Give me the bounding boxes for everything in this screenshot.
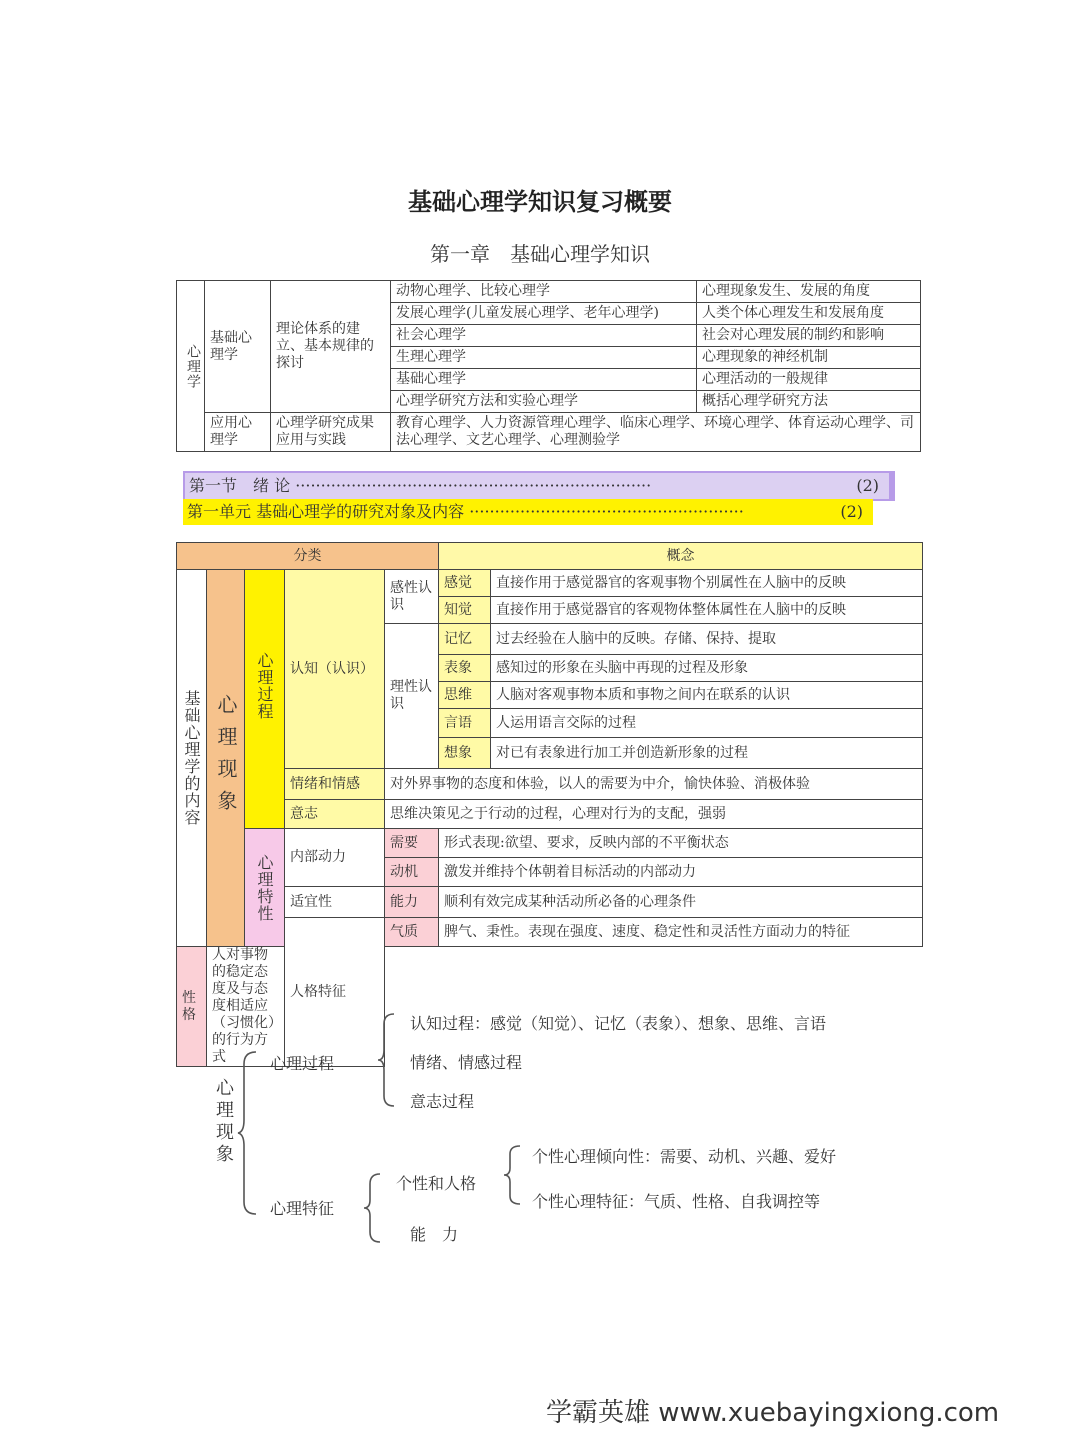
toc-unit-bar[interactable] (183, 499, 873, 525)
item-name: 气质 (385, 918, 439, 947)
branch-focus: 人类个体心理发生和发展角度 (697, 303, 921, 325)
item-name: 表象 (439, 655, 491, 682)
item-def: 对已有表象进行加工并创造新形象的过程 (491, 738, 923, 769)
branch-focus: 心理现象的神经机制 (697, 347, 921, 369)
branch-name: 生理心理学 (391, 347, 697, 369)
applied-psychology-label: 应用心理学 (205, 413, 271, 452)
item-name: 知觉 (439, 597, 491, 624)
toc-dots: ······················································ (469, 502, 744, 521)
tree-personality: 个性和人格 (396, 1174, 477, 1193)
branch-name: 社会心理学 (391, 325, 697, 347)
item-def: 感知过的形象在头脑中再现的过程及形象 (491, 655, 923, 682)
toc-dots: ······································································ (295, 476, 652, 495)
emotion-cell: 情绪和情感 (285, 769, 385, 800)
trait-cell: 心理特性 (245, 829, 285, 947)
item-name: 想象 (439, 738, 491, 769)
motive-group-cell: 内部动力 (285, 829, 385, 887)
item-name: 感觉 (439, 570, 491, 597)
process-cell: 心理过程 (245, 570, 285, 829)
brace-feature (362, 1172, 384, 1244)
item-def: 直接作用于感觉器官的客观物体整体属性在人脑中的反映 (491, 597, 923, 624)
content-root: 基础心理学的内容 (177, 570, 207, 947)
perceptual-cell: 感性认识 (385, 570, 439, 624)
header-concept: 概念 (439, 543, 923, 570)
root-cell: 心理学 (177, 281, 205, 452)
branch-name: 基础心理学 (391, 369, 697, 391)
branch-focus: 心理活动的一般规律 (697, 369, 921, 391)
item-def: 激发并维持个体朝着目标活动的内部动力 (439, 858, 923, 887)
toc-page: (2) (840, 502, 863, 521)
will-cell: 意志 (285, 800, 385, 829)
item-def: 过去经验在人脑中的反映。存储、保持、提取 (491, 624, 923, 655)
item-def: 形式表现:欲望、要求，反映内部的不平衡状态 (439, 829, 923, 858)
applied-psychology-desc: 心理学研究成果应用与实践 (271, 413, 391, 452)
psychology-branches-table (176, 280, 921, 452)
tree-process-item: 意志过程 (410, 1092, 475, 1111)
item-name: 思维 (439, 682, 491, 709)
item-name: 言语 (439, 709, 491, 738)
basic-psychology-label: 基础心理学 (205, 281, 271, 413)
branch-focus: 概括心理学研究方法 (697, 391, 921, 413)
brace-process (376, 1012, 398, 1108)
header-classification: 分类 (177, 543, 439, 570)
brace-root (236, 1050, 260, 1216)
branch-name: 动物心理学、比较心理学 (391, 281, 697, 303)
psychological-phenomena-table (176, 542, 923, 1067)
rational-cell: 理性认识 (385, 624, 439, 769)
chapter-heading: 第一章 基础心理学知识 (430, 242, 650, 266)
tree-personality-item: 个性心理倾向性：需要、动机、兴趣、爱好 (532, 1147, 837, 1166)
toc-page: (2) (856, 476, 879, 495)
branch-focus: 心理现象发生、发展的角度 (697, 281, 921, 303)
fitness-cell: 适宜性 (285, 887, 385, 918)
brace-personality (502, 1144, 524, 1206)
tree-root: 心理现象 (213, 1078, 234, 1166)
tree-personality-item: 个性心理特征：气质、性格、自我调控等 (532, 1192, 821, 1211)
personality-group-cell: 人格特征 (285, 918, 385, 1067)
tree-process: 心理过程 (270, 1054, 335, 1073)
item-def: 顺利有效完成某种活动所必备的心理条件 (439, 887, 923, 918)
item-def: 人对事物的稳定态度及与态度相适应（习惯化）的行为方式 (207, 947, 285, 1067)
toc-unit-title: 第一单元 基础心理学的研究对象及内容 (187, 502, 465, 521)
footer-watermark: 学霸英雄 www.xuebayingxiong.com (546, 1398, 1000, 1428)
item-name: 需要 (385, 829, 439, 858)
item-name: 能力 (385, 887, 439, 918)
branch-name: 发展心理学(儿童发展心理学、老年心理学) (391, 303, 697, 325)
tree-ability: 能 力 (410, 1225, 459, 1244)
item-def: 思维决策见之于行动的过程，心理对行为的支配，强弱 (385, 800, 923, 829)
toc-section-title: 第一节 绪 论 (189, 476, 291, 495)
item-def: 对外界事物的态度和体验，以人的需要为中介，愉快体验、消极体验 (385, 769, 923, 800)
basic-psychology-desc: 理论体系的建立、基本规律的探讨 (271, 281, 391, 413)
toc-section-bar[interactable] (183, 471, 895, 501)
cognition-cell: 认知（认识） (285, 570, 385, 769)
branch-name: 心理学研究方法和实验心理学 (391, 391, 697, 413)
tree-process-item: 情绪、情感过程 (410, 1053, 523, 1072)
item-def: 直接作用于感觉器官的客观事物个别属性在人脑中的反映 (491, 570, 923, 597)
phenomenon-cell: 心理现象 (207, 570, 245, 947)
item-name: 记忆 (439, 624, 491, 655)
item-name: 动机 (385, 858, 439, 887)
item-def: 人脑对客观事物本质和事物之间内在联系的认识 (491, 682, 923, 709)
branch-focus: 社会对心理发展的制约和影响 (697, 325, 921, 347)
page-title: 基础心理学知识复习概要 (408, 188, 672, 216)
tree-feature: 心理特征 (270, 1199, 335, 1218)
item-def: 脾气、秉性。表现在强度、速度、稳定性和灵活性方面动力的特征 (439, 918, 923, 947)
item-name: 性格 (177, 947, 207, 1067)
applied-fields: 教育心理学、人力资源管理心理学、临床心理学、环境心理学、体育运动心理学、司法心理学、文艺心理学、心理测验学 (391, 413, 921, 452)
tree-process-item: 认知过程：感觉（知觉）、记忆（表象）、想象、思维、言语 (410, 1014, 827, 1033)
item-def: 人运用语言交际的过程 (491, 709, 923, 738)
